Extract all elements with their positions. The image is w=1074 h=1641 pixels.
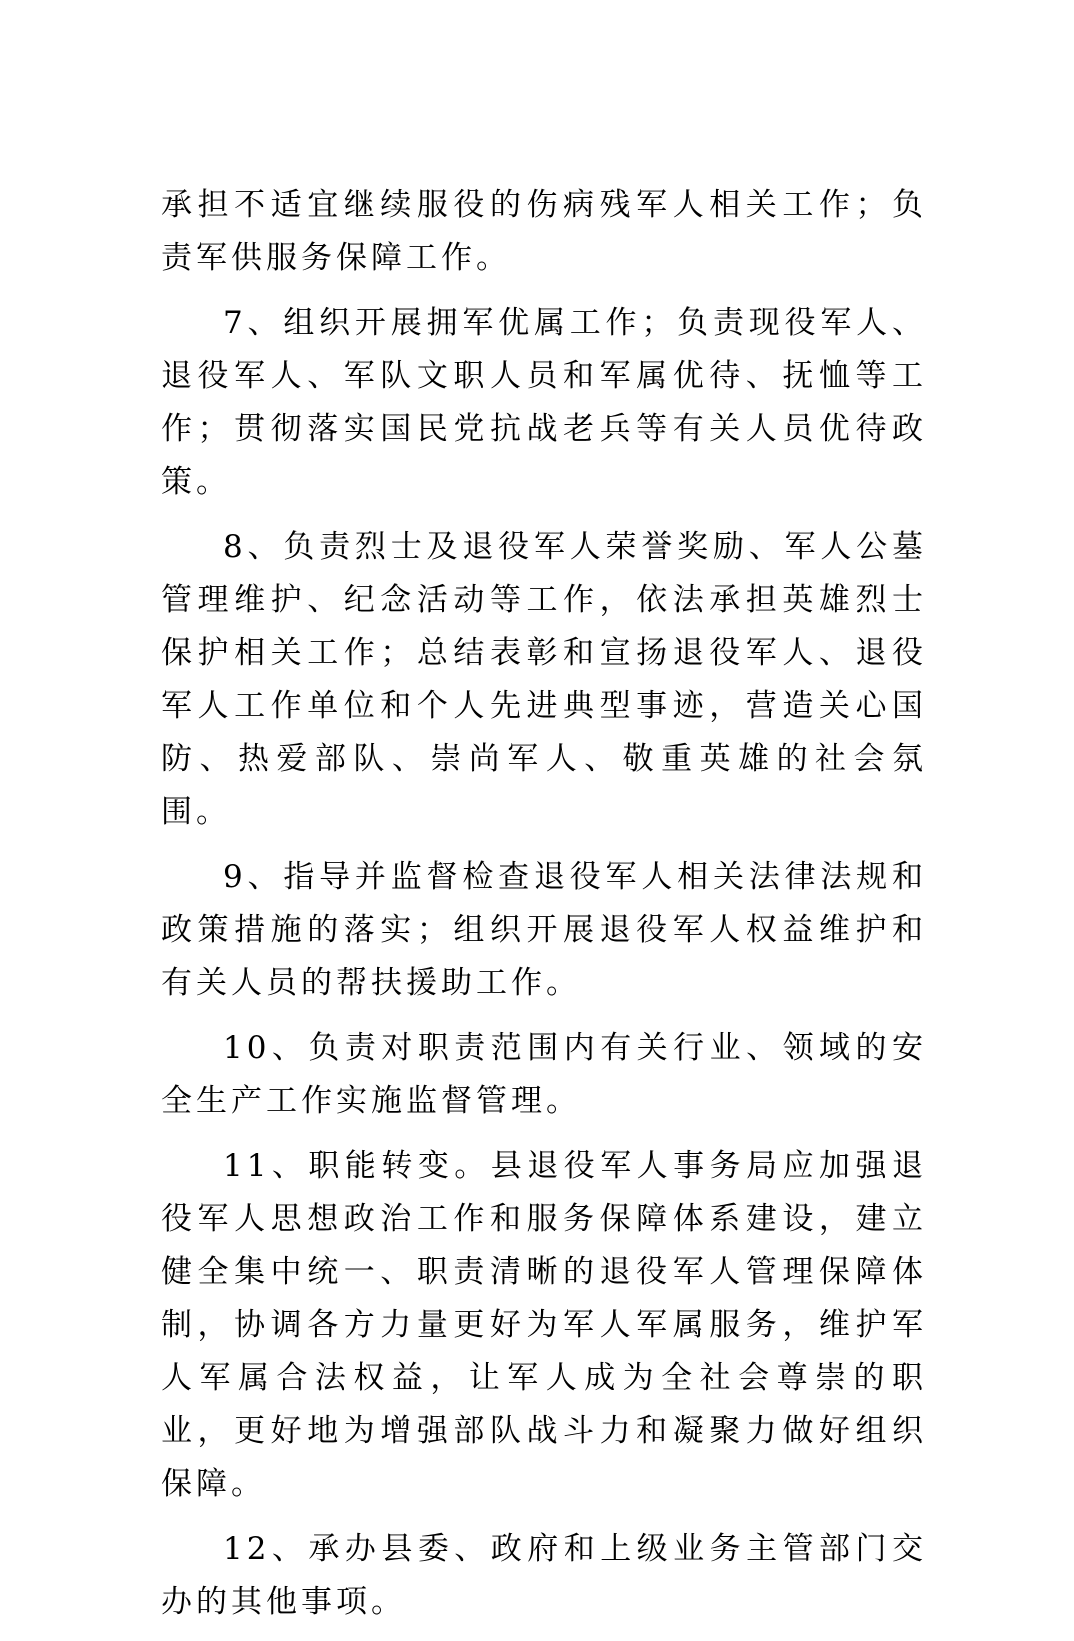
document-body xyxy=(161,179,927,1641)
paragraph-item-10 xyxy=(161,1022,927,1128)
paragraph-text: 承担不适宜继续服役的伤病残军人相关工作；负责军供服务保障工作。 xyxy=(161,187,927,276)
paragraph-text: 12、承办县委、政府和上级业务主管部门交办的其他事项。 xyxy=(161,1531,927,1620)
paragraph-text: 9、指导并监督检查退役军人相关法律法规和政策措施的落实；组织开展退役军人权益维护和有关人员的帮扶援助工作。 xyxy=(161,859,927,1001)
paragraph-item-12 xyxy=(161,1523,927,1629)
paragraph-item-7 xyxy=(161,297,927,509)
paragraph-text: 8、负责烈士及退役军人荣誉奖励、军人公墓管理维护、纪念活动等工作，依法承担英雄烈士保护相关工作；总结表彰和宣扬退役军人、退役军人工作单位和个人先进典型事迹，营造关心国防、热爱部队、崇尚军人、敬重英雄的社会氛围。 xyxy=(161,529,927,830)
paragraph-item-9 xyxy=(161,851,927,1010)
paragraph-text: 7、组织开展拥军优属工作；负责现役军人、退役军人、军队文职人员和军属优待、抚恤等工作；贯彻落实国民党抗战老兵等有关人员优待政策。 xyxy=(161,305,927,500)
paragraph-continuation xyxy=(161,179,927,285)
paragraph-text: 11、职能转变。县退役军人事务局应加强退役军人思想政治工作和服务保障体系建设，建立健全集中统一、职责清晰的退役军人管理保障体制，协调各方力量更好为军人军属服务，维护军人军属合法权益，让军人成为全社会尊崇的职业，更好地为增强部队战斗力和凝聚力做好组织保障。 xyxy=(161,1148,927,1502)
paragraph-text: 10、负责对职责范围内有关行业、领域的安全生产工作实施监督管理。 xyxy=(161,1030,927,1119)
paragraph-item-8 xyxy=(161,521,927,839)
paragraph-item-11 xyxy=(161,1140,927,1511)
